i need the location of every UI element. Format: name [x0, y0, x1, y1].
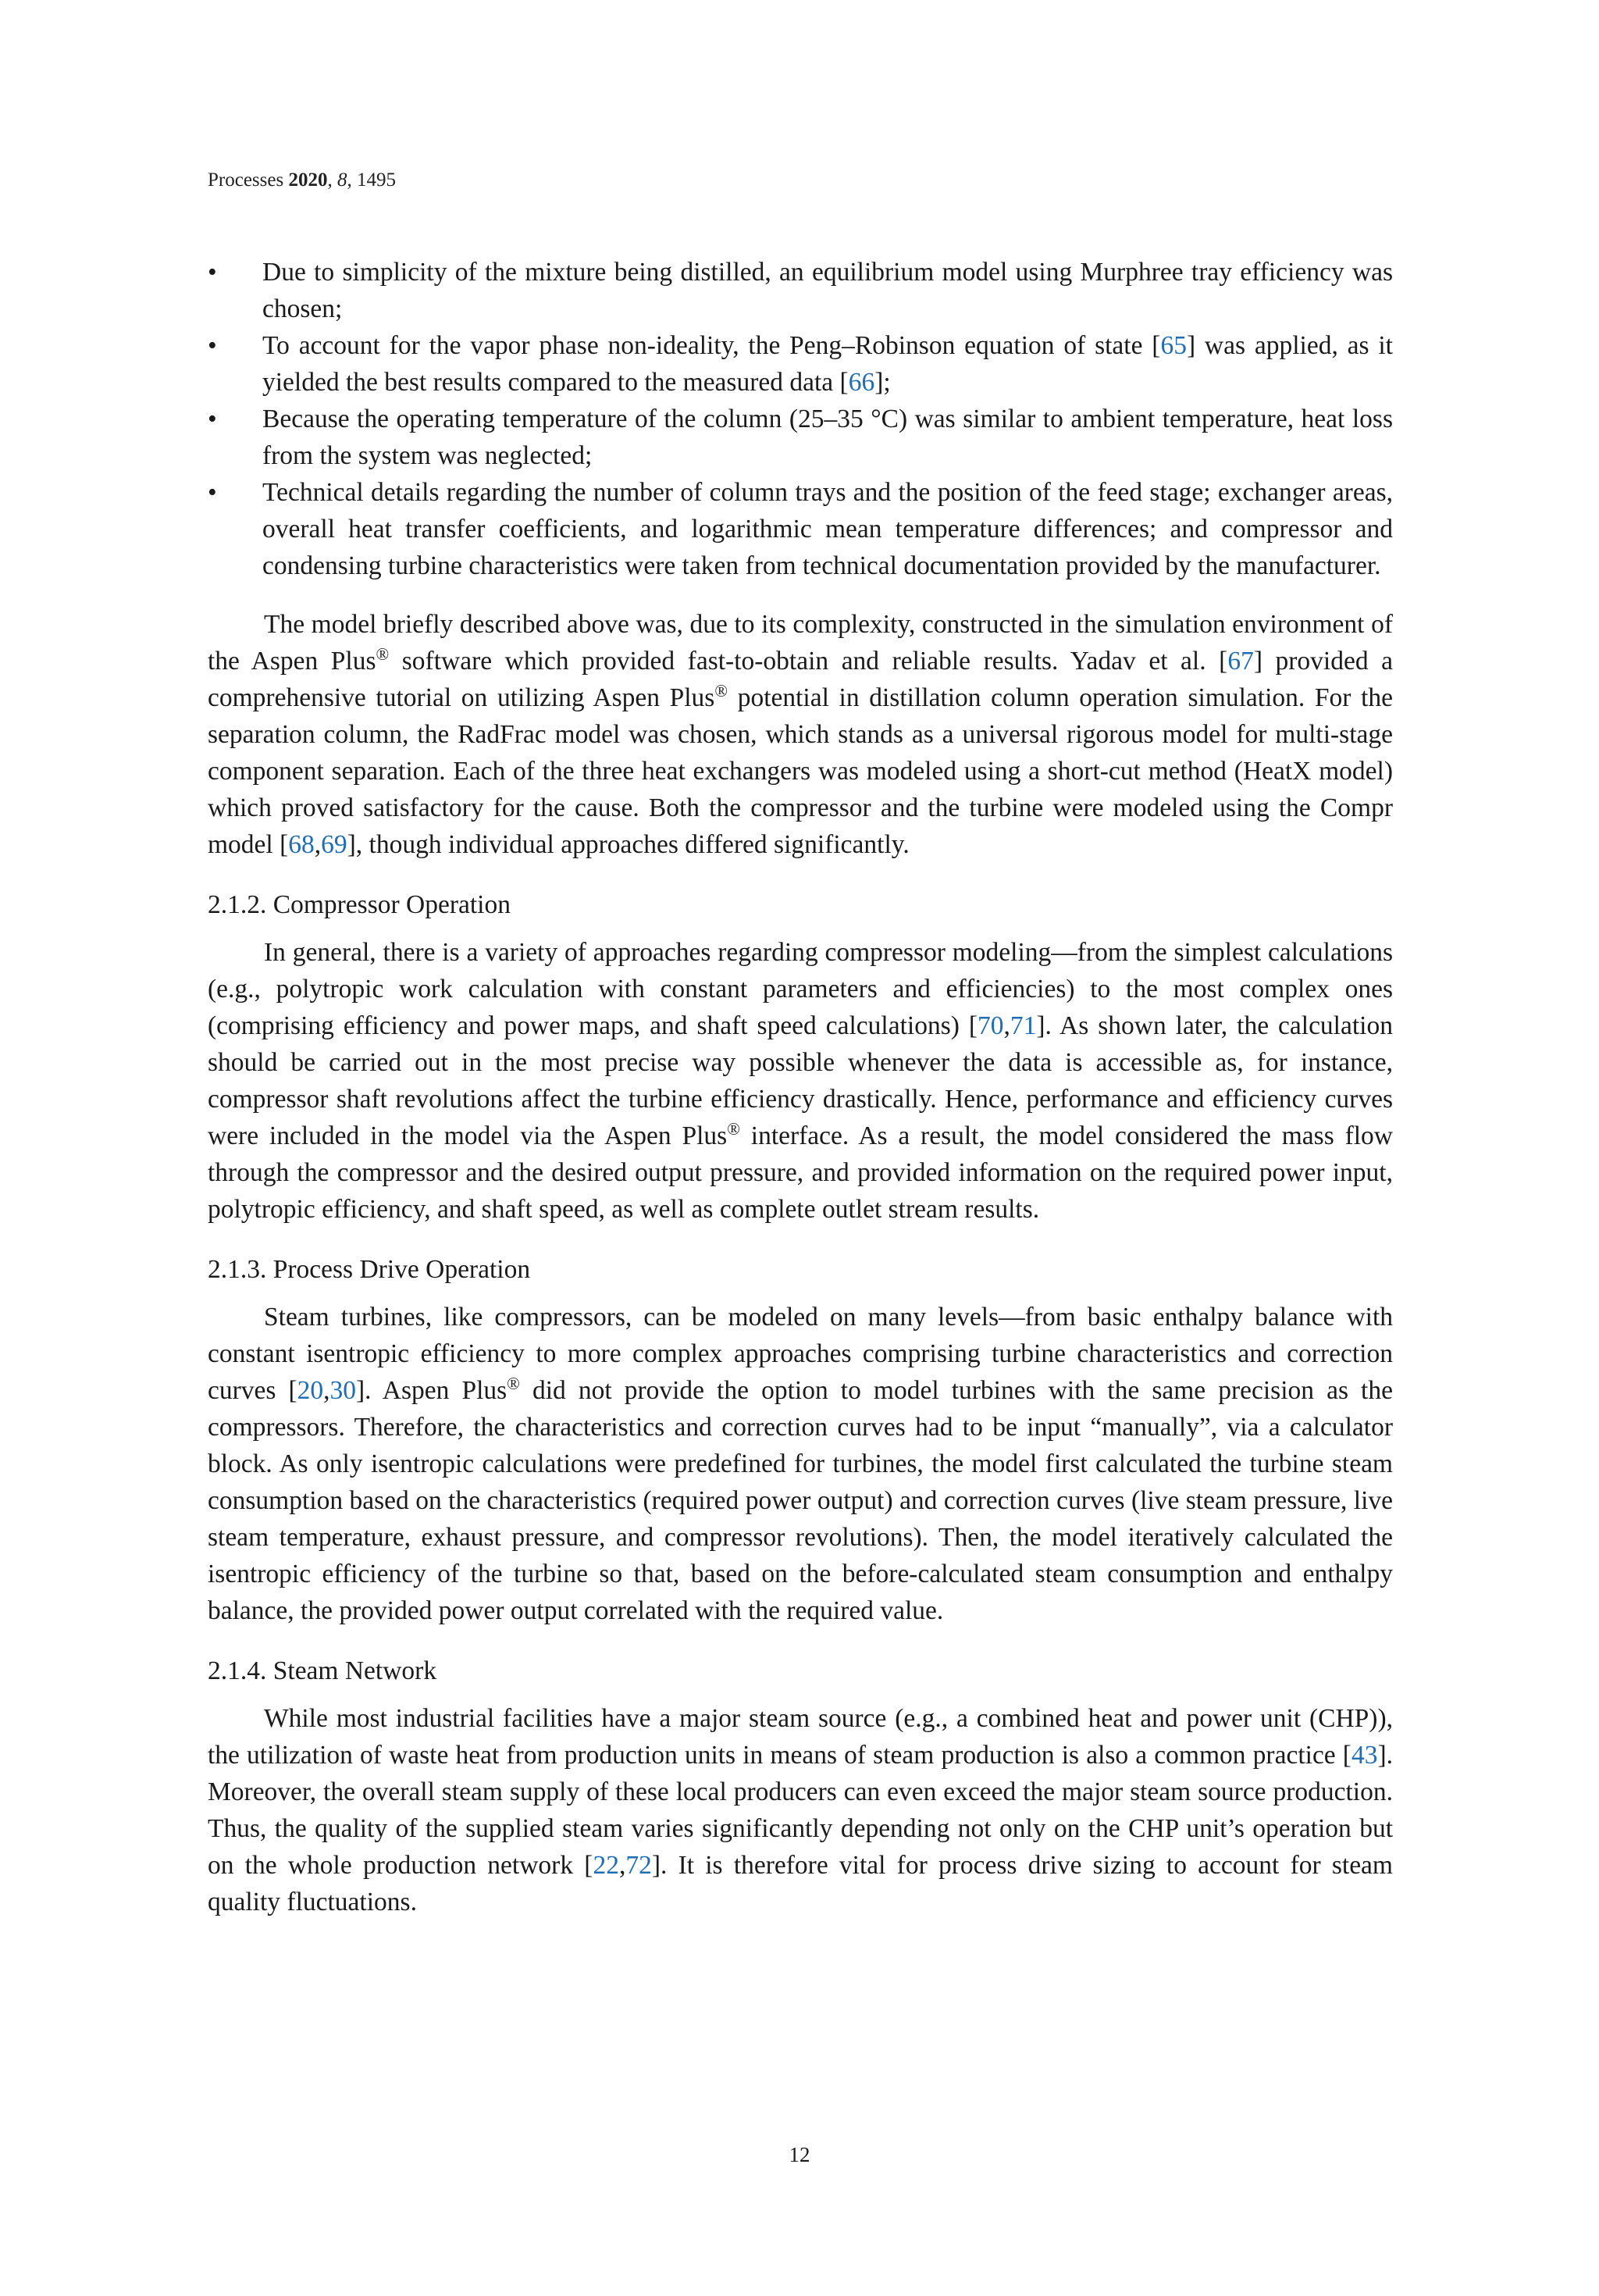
journal-name: Processes: [208, 169, 284, 191]
text-run: software which provided fast-to-obtain and reliable results. Yadav et al. [: [389, 647, 1228, 676]
citation-link[interactable]: 69: [321, 830, 347, 859]
page-number: 12: [789, 2143, 810, 2166]
bullet-icon: •: [208, 258, 217, 287]
paragraph-process-drive: [208, 1299, 1393, 1629]
body-text: [208, 254, 1393, 1920]
text-run: While most industrial facilities have a major steam source (e.g., a combined heat and power unit (CHP)), the utilization of waste heat from production units in means of steam production is also a common practice [: [208, 1704, 1393, 1770]
list-item: [208, 401, 1393, 474]
list-item-text: Technical details regarding the number of column trays and the position of the feed stage; exchanger areas, overall heat transfer coefficients, and logarithmic mean temperature differences; and compressor and condensing turbine characteristics were taken from technical documentation provided by the manufacturer.: [262, 478, 1393, 580]
citation-link[interactable]: 65: [1160, 331, 1187, 360]
registered-mark: ®: [714, 680, 728, 701]
text-run: ]. It is therefore vital for process drive sizing to account for steam quality fluctuations.: [208, 1851, 1393, 1916]
citation-link[interactable]: 71: [1010, 1011, 1037, 1040]
bullet-icon: •: [208, 405, 217, 433]
section-heading-compressor: 2.1.2. Compressor Operation: [208, 890, 511, 919]
citation-link[interactable]: 30: [329, 1376, 357, 1405]
paragraph-steam-network: [208, 1700, 1393, 1920]
journal-year: 2020: [288, 169, 328, 191]
text-run: interface. As a result, the model considered the mass flow through the compressor and the desired output pressure, and provided information on the required power input, polytropic efficiency, and shaft speed, as well as complete outlet stream results.: [208, 1121, 1393, 1224]
citation-link[interactable]: 70: [978, 1011, 1004, 1040]
citation-link[interactable]: 66: [848, 368, 875, 397]
citation-link[interactable]: 67: [1227, 647, 1254, 676]
text-run: ] provided a comprehensive tutorial on utilizing Aspen Plus: [208, 647, 1394, 712]
journal-volume: 8: [337, 169, 347, 191]
list-item-text: ];: [874, 368, 891, 397]
text-run: ,: [618, 1851, 626, 1880]
registered-mark: ®: [507, 1373, 520, 1393]
registered-mark: ®: [376, 644, 390, 664]
section-heading-steam-network: 2.1.4. Steam Network: [208, 1656, 437, 1685]
text-run: ]. Moreover, the overall steam supply of these local producers can even exceed the major steam source production. Thus, the quality of the supplied steam varies significantly depending not only on the CHP unit’s operation but on the whole production network [: [208, 1741, 1393, 1880]
text-run: ], though individual approaches differed significantly.: [347, 830, 910, 859]
list-item: [208, 254, 1393, 327]
text-run: ]. As shown later, the calculation should be carried out in the most precise way possible whenever the data is accessible as, for instance, compressor shaft revolutions affect the turbine efficiency drastically. Hence, performance and efficiency curves were included in the model via the Aspen Plus: [208, 1011, 1393, 1150]
list-item-text: Due to simplicity of the mixture being distilled, an equilibrium model using Murphree tray efficiency was chosen;: [262, 258, 1393, 323]
article-number: 1495: [356, 169, 396, 191]
text-run: ,: [314, 830, 322, 859]
text-run: potential in distillation column operation simulation. For the separation column, the RadFrac model was chosen, which stands as a universal rigorous model for multi-stage component separation. Each of the three heat exchangers was modeled using a short-cut method (HeatX model) which proved satisfactory for the cause. Both the compressor and the turbine were modeled using the Compr model [: [208, 683, 1393, 859]
registered-mark: ®: [727, 1118, 740, 1139]
text-run: Steam turbines, like compressors, can be modeled on many levels—from basic enthalpy balance with constant isentropic efficiency to more complex approaches comprising turbine characteristics and correction curves [: [208, 1303, 1393, 1405]
citation-link[interactable]: 22: [593, 1851, 619, 1880]
section-heading-process-drive: 2.1.3. Process Drive Operation: [208, 1255, 531, 1284]
citation-link[interactable]: 68: [288, 830, 315, 859]
citation-link[interactable]: 20: [297, 1376, 324, 1405]
text-run: ,: [1003, 1011, 1010, 1040]
assumption-list: [208, 254, 1393, 584]
running-header: Processes 2020, 8, 1495: [208, 169, 396, 191]
list-item-text: To account for the vapor phase non-ideality, the Peng–Robinson equation of state [: [262, 331, 1161, 360]
paragraph-model-description: [208, 606, 1393, 863]
text-run: ]. Aspen Plus: [356, 1376, 507, 1405]
text-run: ,: [323, 1376, 330, 1405]
text-run: In general, there is a variety of approaches regarding compressor modeling—from the simplest calculations (e.g., polytropic work calculation with constant parameters and efficiencies) to the most complex ones (comprising efficiency and power maps, and shaft speed calculations) [: [208, 938, 1393, 1040]
paragraph-compressor: [208, 934, 1393, 1228]
bullet-icon: •: [208, 478, 217, 507]
text-run: The model briefly described above was, due to its complexity, constructed in the simulation environment of the Aspen Plus: [208, 610, 1393, 676]
bullet-icon: •: [208, 331, 217, 360]
list-item: [208, 474, 1393, 584]
citation-link[interactable]: 43: [1351, 1741, 1378, 1770]
text-run: did not provide the option to model turbines with the same precision as the compressors. Therefore, the characteristics and correction curves had to be input “manually”, via a calculator block. As only isentropic calculations were predefined for turbines, the model first calculated the turbine steam consumption based on the characteristics (required power output) and correction curves (live steam pressure, live steam temperature, exhaust pressure, and compressor revolutions). Then, the model iteratively calculated the isentropic efficiency of the turbine so that, based on the before-calculated steam consumption and enthalpy balance, the provided power output correlated with the required value.: [208, 1376, 1393, 1625]
list-item: [208, 327, 1393, 401]
list-item-text: Because the operating temperature of the column (25–35 °C) was similar to ambient temperature, heat loss from the system was neglected;: [262, 405, 1393, 470]
list-item-text: ] was applied, as it yielded the best results compared to the measured data [: [262, 331, 1393, 397]
citation-link[interactable]: 72: [625, 1851, 652, 1880]
